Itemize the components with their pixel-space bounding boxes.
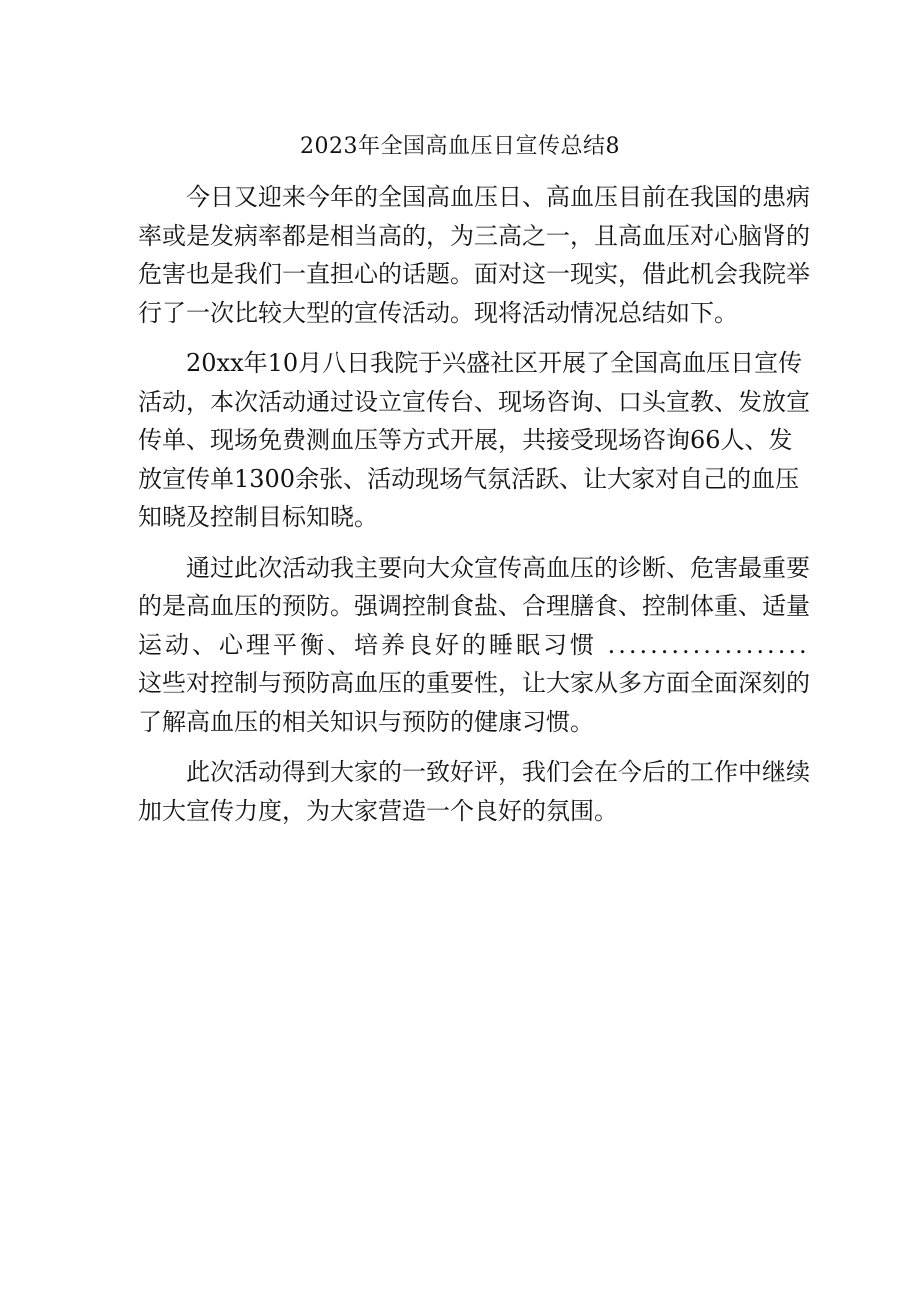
text-line: 危害也是我们一直担心的话题。面对这一现实，借此机会我院举: [138, 260, 810, 288]
document-body: [138, 178, 810, 842]
text-line: 今日又迎来今年的全国高血压日、高血压目前在我国的患病: [186, 183, 810, 211]
paragraph-3: [138, 549, 810, 742]
text-line: 知晓及控制目标知晓。: [138, 503, 378, 531]
text-line: 运动、心理平衡、培养良好的睡眠习惯 ...................: [138, 630, 810, 659]
text-line: 20xx年10月八日我院于兴盛社区开展了全国高血压日宣传: [186, 349, 803, 377]
text-line: 此次活动得到大家的一致好评，我们会在今后的工作中继续: [186, 758, 810, 786]
paragraph-4: [138, 753, 810, 830]
text-line: 通过此次活动我主要向大众宣传高血压的诊断、危害最重要: [186, 553, 810, 582]
text-line: 率或是发病率都是相当高的，为三高之一，且高血压对心脑肾的: [138, 221, 810, 250]
text-line: 这些对控制与预防高血压的重要性，让大家从多方面全面深刻的: [138, 669, 810, 697]
text-line: 传单、现场免费测血压等方式开展，共接受现场咨询66人、发: [138, 426, 793, 454]
text-line: 放宣传单1300余张、活动现场气氛活跃、让大家对自己的血压: [138, 464, 800, 493]
text-line: 的是高血压的预防。强调控制食盐、合理膳食、控制体重、适量: [138, 592, 810, 620]
text-line: 行了一次比较大型的宣传活动。现将活动情况总结如下。: [138, 298, 738, 327]
text-line: 了解高血压的相关知识与预防的健康习惯。: [138, 707, 594, 736]
text-line: 活动，本次活动通过设立宣传台、现场咨询、口头宣教、发放宣: [138, 387, 810, 416]
document-title: 2023年全国高血压日宣传总结8: [300, 134, 620, 159]
paragraph-2: [138, 344, 810, 537]
paragraph-1: [138, 178, 810, 332]
text-line: 加大宣传力度，为大家营造一个良好的氛围。: [138, 796, 618, 825]
